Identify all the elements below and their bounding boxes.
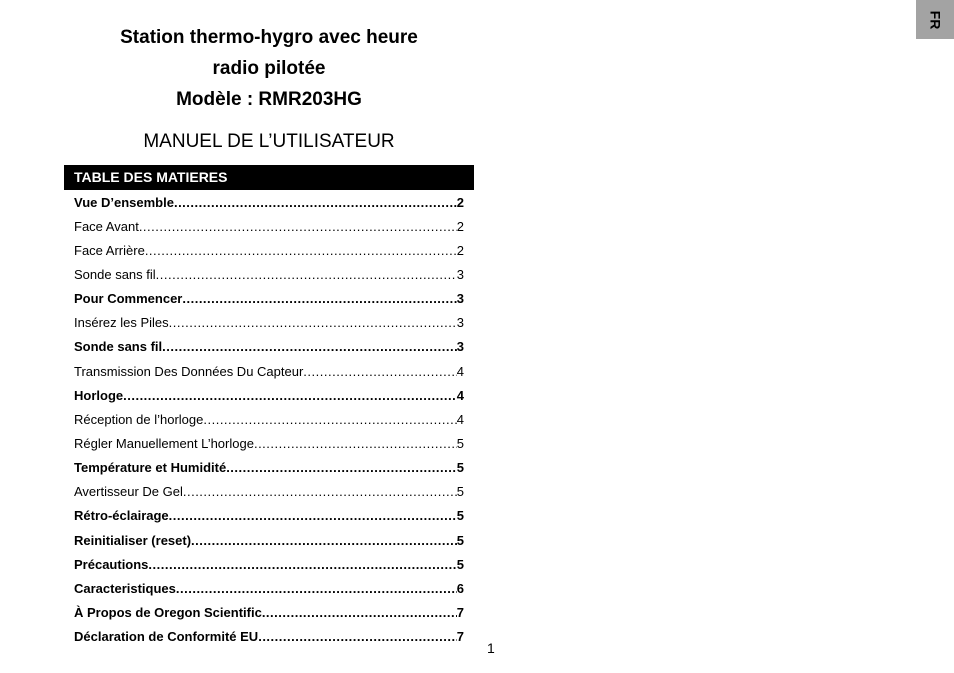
toc-entry[interactable]	[74, 359, 464, 383]
toc-entry[interactable]	[74, 214, 464, 238]
toc-entry[interactable]	[74, 480, 464, 504]
toc-entry-page: 5	[456, 556, 464, 572]
toc-entry[interactable]	[74, 383, 464, 407]
toc-leader	[169, 315, 457, 330]
title-line-2: radio pilotée	[212, 58, 326, 79]
toc-entry[interactable]	[74, 625, 464, 649]
page-number: 1	[487, 640, 495, 656]
toc-entry[interactable]	[74, 504, 464, 528]
toc-entry-page: 4	[456, 363, 464, 379]
toc-leader	[123, 388, 457, 403]
toc-entry-title: Déclaration de Conformité EU	[74, 629, 259, 645]
toc-entry[interactable]	[74, 311, 464, 335]
language-tab-label: FR	[926, 10, 943, 29]
toc-entry[interactable]	[74, 552, 464, 576]
toc-leader	[183, 484, 457, 499]
toc-entry-title: Pour Commencer	[74, 291, 183, 307]
toc-entry[interactable]	[74, 600, 464, 624]
toc-entry-page: 5	[456, 532, 464, 548]
toc-entry-title: Précautions	[74, 556, 149, 572]
toc-entry[interactable]	[74, 456, 464, 480]
toc-entry-title: Température et Humidité	[74, 460, 227, 476]
toc-leader	[169, 508, 457, 523]
toc-entry-page: 4	[456, 411, 464, 427]
title-line-1: Station thermo-hygro avec heure	[120, 27, 418, 48]
toc-entry-page: 4	[456, 387, 464, 403]
table-of-contents	[74, 190, 464, 649]
toc-entry-page: 2	[456, 194, 464, 210]
toc-entry-page: 2	[456, 218, 464, 234]
toc-entry-title: Sonde sans fil	[74, 266, 156, 282]
toc-entry-page: 3	[456, 315, 464, 331]
toc-leader	[145, 243, 457, 258]
toc-entry-title: Horloge	[74, 387, 124, 403]
document-title	[64, 22, 474, 115]
toc-leader	[139, 219, 457, 234]
toc-entry-title: Transmission Des Données Du Capteur	[74, 363, 304, 379]
toc-entry-title: Sonde sans fil	[74, 339, 163, 355]
toc-leader	[262, 605, 457, 620]
toc-entry-title: Face Avant	[74, 218, 139, 234]
toc-leader	[182, 291, 456, 306]
toc-entry-page: 2	[456, 242, 464, 258]
toc-leader	[258, 629, 457, 644]
toc-entry-title: Reinitialiser (reset)	[74, 532, 192, 548]
title-line-3: Modèle : RMR203HG	[176, 89, 362, 110]
toc-entry-title: Vue D’ensemble	[74, 194, 174, 210]
toc-entry-title: Avertisseur De Gel	[74, 484, 183, 500]
toc-entry-title: Régler Manuellement L’horloge	[74, 435, 254, 451]
toc-entry-page: 3	[456, 291, 464, 307]
toc-entry-page: 5	[456, 460, 464, 476]
toc-leader	[174, 195, 457, 210]
toc-entry[interactable]	[74, 407, 464, 431]
toc-entry-title: Caracteristiques	[74, 580, 176, 596]
toc-entry-page: 6	[456, 580, 464, 596]
toc-entry[interactable]	[74, 190, 464, 214]
toc-entry-page: 3	[456, 339, 464, 355]
toc-entry-page: 5	[456, 508, 464, 524]
toc-leader	[226, 460, 457, 475]
toc-header: TABLE DES MATIERES	[64, 165, 474, 190]
toc-entry-title: Rétro-éclairage	[74, 508, 169, 524]
toc-leader	[148, 557, 456, 572]
toc-leader	[162, 339, 457, 354]
toc-leader	[176, 581, 457, 596]
toc-entry-page: 7	[456, 604, 464, 620]
toc-entry-title: À Propos de Oregon Scientific	[74, 604, 262, 620]
toc-leader	[203, 412, 456, 427]
toc-entry[interactable]	[74, 576, 464, 600]
toc-entry-title: Réception de l’horloge	[74, 411, 204, 427]
toc-entry[interactable]	[74, 431, 464, 455]
toc-leader	[156, 267, 457, 282]
toc-entry[interactable]	[74, 287, 464, 311]
toc-entry-page: 5	[456, 484, 464, 500]
toc-leader	[254, 436, 457, 451]
toc-entry-page: 3	[456, 266, 464, 282]
toc-entry-title: Insérez les Piles	[74, 315, 169, 331]
toc-leader	[303, 364, 456, 379]
toc-entry[interactable]	[74, 335, 464, 359]
toc-entry-title: Face Arrière	[74, 242, 145, 258]
toc-leader	[191, 533, 457, 548]
toc-entry-page: 7	[456, 629, 464, 645]
toc-entry[interactable]	[74, 262, 464, 286]
language-tab	[916, 0, 954, 39]
manual-subtitle: MANUEL DE L’UTILISATEUR	[143, 131, 395, 152]
toc-entry[interactable]	[74, 528, 464, 552]
toc-entry[interactable]	[74, 238, 464, 262]
toc-entry-page: 5	[456, 435, 464, 451]
